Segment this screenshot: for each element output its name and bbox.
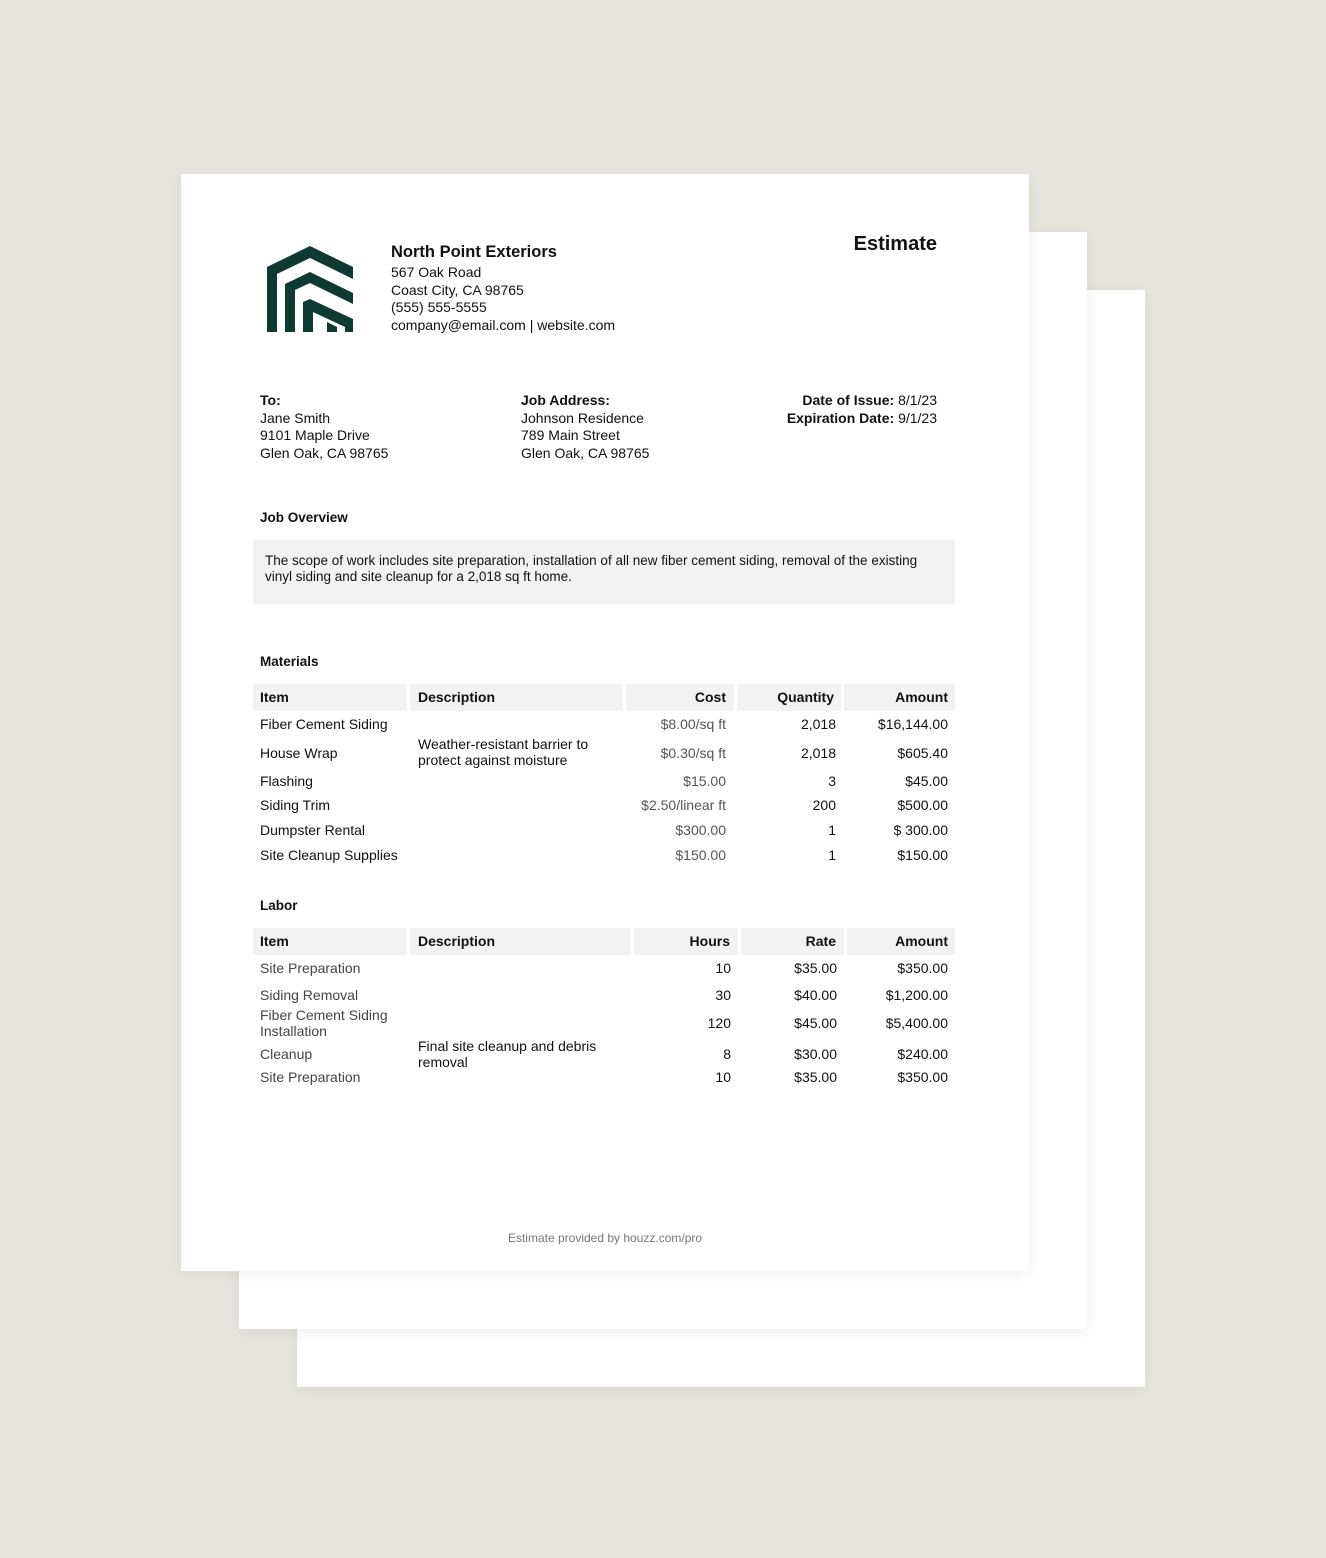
materials-quantity: 3 xyxy=(828,773,836,789)
materials-item: Siding Trim xyxy=(260,797,331,813)
labor-header-rate: Rate xyxy=(741,928,844,955)
materials-header-cost: Cost xyxy=(626,684,734,711)
labor-amount: $240.00 xyxy=(897,1046,948,1062)
materials-quantity: 2,018 xyxy=(800,716,836,732)
estimate-page xyxy=(181,174,1029,1271)
table-row xyxy=(253,1007,955,1039)
materials-title: Materials xyxy=(260,654,319,669)
materials-cost: $0.30/sq ft xyxy=(660,745,726,761)
labor-description: Final site cleanup and debris removal xyxy=(418,1038,597,1070)
logo-chevrons xyxy=(267,246,353,332)
labor-amount: $1,200.00 xyxy=(885,987,948,1003)
materials-quantity: 200 xyxy=(812,797,836,813)
expiration-date-value: 9/1/23 xyxy=(898,409,937,426)
materials-item: Flashing xyxy=(260,773,313,789)
recipient-street: 9101 Maple Drive xyxy=(260,427,370,443)
labor-rate: $35.00 xyxy=(794,1069,837,1085)
materials-cost: $2.50/linear ft xyxy=(641,797,726,813)
materials-header-amount: Amount xyxy=(844,684,955,711)
labor-item: Siding Removal xyxy=(260,987,359,1003)
labor-header-hours: Hours xyxy=(634,928,738,955)
labor-title: Labor xyxy=(260,898,298,913)
materials-amount: $605.40 xyxy=(897,745,948,761)
recipient-block xyxy=(260,392,388,462)
expiration-date xyxy=(787,410,937,428)
company-contact: company@email.com | website.com xyxy=(391,316,616,333)
job-address-block xyxy=(521,392,649,462)
to-label: To: xyxy=(260,392,281,408)
labor-header-row xyxy=(253,928,955,955)
table-row xyxy=(253,955,955,981)
table-row xyxy=(253,817,955,842)
materials-item: House Wrap xyxy=(260,745,338,761)
materials-header-quantity: Quantity xyxy=(737,684,841,711)
materials-item: Site Cleanup Supplies xyxy=(260,847,398,863)
materials-quantity: 1 xyxy=(828,847,836,863)
recipient-name: Jane Smith xyxy=(260,409,331,426)
document-title: Estimate xyxy=(853,233,937,255)
issue-date-label: Date of Issue: xyxy=(802,392,895,408)
table-row xyxy=(253,767,955,792)
labor-rate: $45.00 xyxy=(794,1015,837,1031)
materials-cost: $8.00/sq ft xyxy=(660,716,726,732)
materials-item: Dumpster Rental xyxy=(260,822,366,838)
job-overview-text: The scope of work includes site preparation, installation of all new fiber cement siding, removal of the existing vinyl siding and site cleanup for a 2,018 sq ft home. xyxy=(253,540,955,604)
labor-hours: 8 xyxy=(723,1046,731,1062)
labor-header-item: Item xyxy=(253,928,407,955)
labor-rate: $35.00 xyxy=(794,960,837,976)
materials-amount: $16,144.00 xyxy=(877,716,948,732)
materials-header-item: Item xyxy=(253,684,407,711)
table-row xyxy=(253,1062,955,1086)
company-phone: (555) 555-5555 xyxy=(391,299,487,315)
labor-rate: $30.00 xyxy=(794,1046,837,1062)
materials-cost: $300.00 xyxy=(675,822,726,838)
issue-date-value: 8/1/23 xyxy=(898,392,937,408)
table-row xyxy=(253,981,955,1007)
dates-block xyxy=(787,392,937,427)
footer-credit: Estimate provided by houzz.com/pro xyxy=(507,1231,703,1245)
job-address-city: Glen Oak, CA 98765 xyxy=(521,444,650,461)
materials-description: Weather-resistant barrier to protect against moisture xyxy=(418,736,589,768)
labor-header-amount: Amount xyxy=(847,928,955,955)
table-row xyxy=(253,711,955,736)
materials-amount: $ 300.00 xyxy=(893,822,948,838)
labor-hours: 30 xyxy=(715,987,731,1003)
materials-amount: $150.00 xyxy=(897,847,948,863)
table-row xyxy=(253,736,955,767)
materials-quantity: 2,018 xyxy=(800,745,836,761)
labor-item: Site Preparation xyxy=(260,1069,361,1085)
materials-amount: $45.00 xyxy=(905,773,948,789)
job-address-street: 789 Main Street xyxy=(521,427,620,443)
labor-amount: $5,400.00 xyxy=(885,1015,948,1031)
expiration-date-label: Expiration Date: xyxy=(786,409,895,426)
labor-hours: 10 xyxy=(715,1069,731,1085)
labor-amount: $350.00 xyxy=(897,960,948,976)
job-address-name: Johnson Residence xyxy=(521,409,644,426)
company-info xyxy=(391,244,615,334)
issue-date xyxy=(787,392,937,410)
table-row xyxy=(253,842,955,867)
materials-table xyxy=(253,684,955,867)
labor-item: Fiber Cement Siding Installation xyxy=(260,1007,388,1039)
company-address-line1: 567 Oak Road xyxy=(391,264,482,280)
labor-hours: 10 xyxy=(715,960,731,976)
job-overview-title: Job Overview xyxy=(260,510,348,525)
labor-amount: $350.00 xyxy=(897,1069,948,1085)
materials-cost: $15.00 xyxy=(683,773,726,789)
materials-header-row xyxy=(253,684,955,711)
table-row xyxy=(253,792,955,817)
labor-item: Cleanup xyxy=(260,1046,313,1062)
labor-rate: $40.00 xyxy=(794,987,837,1003)
company-name: North Point Exteriors xyxy=(391,243,557,261)
recipient-city: Glen Oak, CA 98765 xyxy=(260,444,389,461)
materials-header-description: Description xyxy=(410,684,623,711)
materials-quantity: 1 xyxy=(828,822,836,838)
labor-hours: 120 xyxy=(707,1015,731,1031)
materials-item: Fiber Cement Siding xyxy=(260,716,388,732)
company-address-line2: Coast City, CA 98765 xyxy=(391,281,524,298)
table-row xyxy=(253,1038,955,1070)
job-address-label: Job Address: xyxy=(521,392,610,408)
company-logo-icon xyxy=(267,246,353,333)
labor-table xyxy=(253,928,955,1086)
labor-header-description: Description xyxy=(410,928,631,955)
materials-cost: $150.00 xyxy=(675,847,726,863)
materials-amount: $500.00 xyxy=(897,797,948,813)
labor-item: Site Preparation xyxy=(260,960,361,976)
